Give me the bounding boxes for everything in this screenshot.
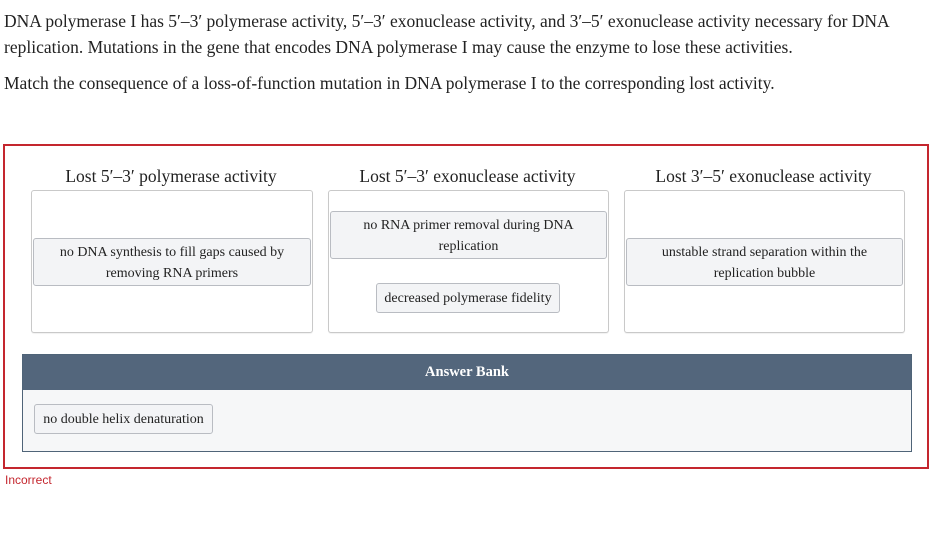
target-title-polymerase: Lost 5′–3′ polymerase activity [65,166,277,186]
answer-bank-header: Answer Bank [23,355,911,390]
answer-chip[interactable]: decreased polymerase fidelity [376,283,560,313]
answer-chip[interactable]: unstable strand separation within the replication bubble [626,238,903,286]
question-paragraph-2: Match the consequence of a loss-of-function mutation in DNA polymerase I to the corresponding lost activity. [4,73,775,93]
target-zone-5-3-exonuclease[interactable] [328,190,609,333]
target-title-5-3-exonuclease: Lost 5′–3′ exonuclease activity [359,166,576,186]
status-message: Incorrect [5,473,52,487]
question-text [4,8,929,96]
matching-area [3,144,929,469]
target-zone-3-5-exonuclease[interactable] [624,190,905,333]
answer-chip[interactable]: no DNA synthesis to fill gaps caused by removing RNA primers [33,238,311,286]
answer-bank[interactable] [22,354,912,452]
answer-chip[interactable]: no RNA primer removal during DNA replication [330,211,607,259]
target-title-3-5-exonuclease: Lost 3′–5′ exonuclease activity [655,166,872,186]
target-zone-polymerase[interactable] [31,190,313,333]
answer-chip[interactable]: no double helix denaturation [34,404,213,434]
question-paragraph-1: DNA polymerase I has 5′–3′ polymerase activity, 5′–3′ exonuclease activity, and 3′–5′ exonuclease activity necessary for DNA replication. Mutations in the gene that encodes DNA polymerase I may cause the enzyme to lose these activities. [4,11,889,57]
